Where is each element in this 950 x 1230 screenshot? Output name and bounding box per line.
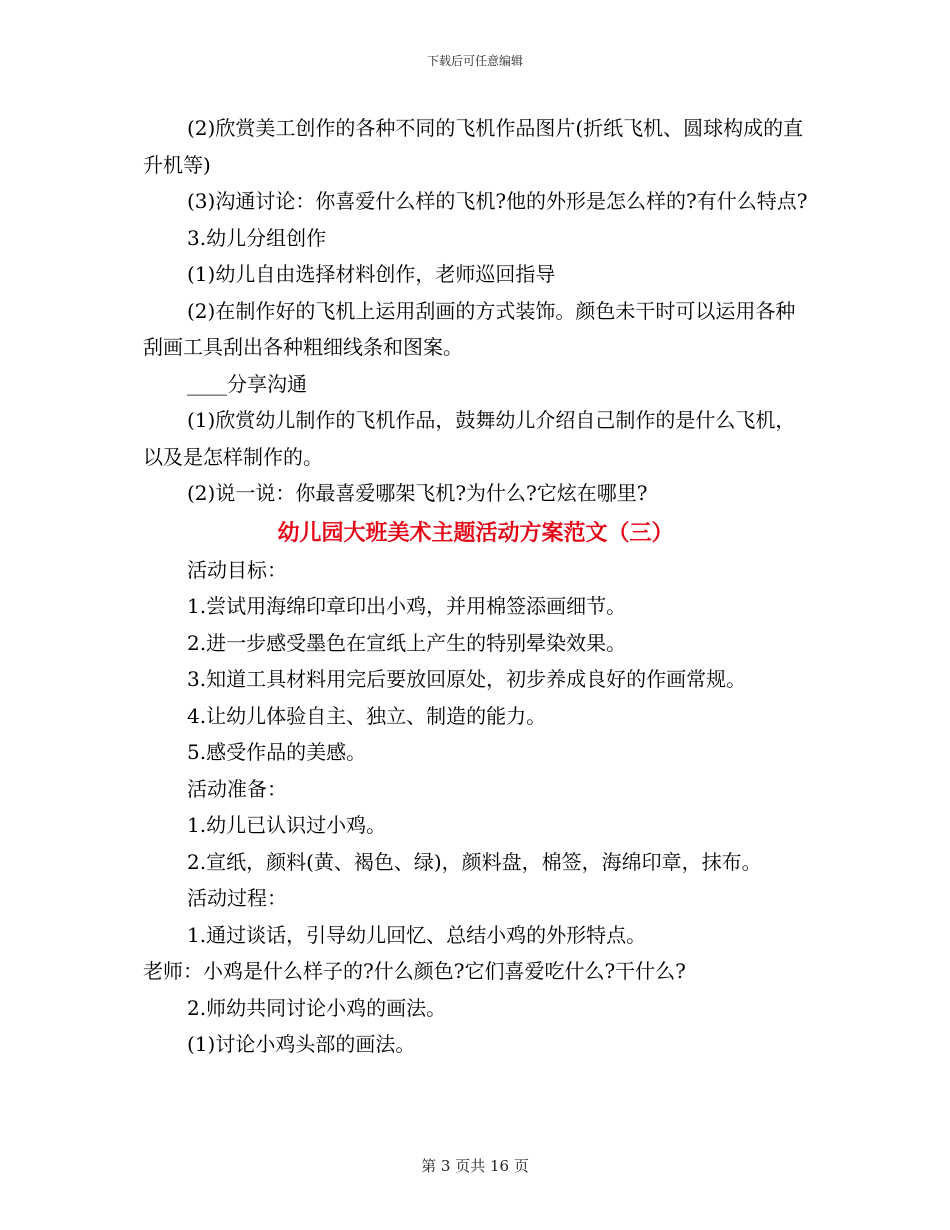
paragraph: 2.进一步感受墨色在宣纸上产生的特别晕染效果。 <box>187 630 627 655</box>
paragraph: 活动目标： <box>187 557 287 582</box>
paragraph: 2.宣纸，颜料(黄、褐色、绿)，颜料盘，棉签，海绵印章，抹布。 <box>187 849 762 874</box>
paragraph: (1)欣赏幼儿制作的飞机作品，鼓舞幼儿介绍自己制作的是什么飞机，以及是怎样制作的。 <box>143 408 796 469</box>
paragraph: (2)欣赏美工创作的各种不同的飞机作品图片(折纸飞机、圆球构成的直升机等) <box>143 116 804 177</box>
page-footer: 第 3 页共 16 页 <box>421 1157 529 1175</box>
paragraph: 2.师幼共同讨论小鸡的画法。 <box>187 995 447 1020</box>
paragraph: 活动准备： <box>187 776 287 801</box>
paragraph: ____分享沟通 <box>187 371 307 396</box>
paragraph: 活动过程： <box>187 886 287 910</box>
paragraph: 1.通过谈话，引导幼儿回忆、总结小鸡的外形特点。 <box>187 922 647 947</box>
paragraph: 3.幼儿分组创作 <box>187 225 327 250</box>
paragraph: 老师：小鸡是什么样子的?什么颜色?它们喜爱吃什么?干什么? <box>143 959 686 983</box>
paragraph: 3.知道工具材料用完后要放回原处，初步养成良好的作画常规。 <box>187 667 747 691</box>
paragraph: (3)沟通讨论：你喜爱什么样的飞机?他的外形是怎么样的?有什么特点? <box>187 189 808 213</box>
section-title: 幼儿园大班美术主题活动方案范文（三） <box>277 519 674 546</box>
paragraph: (2)在制作好的飞机上运用刮画的方式装饰。颜色未干时可以运用各种刮画工具刮出各种粗细线条和图案。 <box>143 298 796 359</box>
paragraph: 1.尝试用海绵印章印出小鸡，并用棉签添画细节。 <box>187 594 627 618</box>
paragraph: 5.感受作品的美感。 <box>187 740 367 764</box>
paragraph: (2)说一说：你最喜爱哪架飞机?为什么?它炫在哪里? <box>187 481 648 505</box>
page-header: 下载后可任意编辑 <box>426 54 523 68</box>
paragraph: 1.幼儿已认识过小鸡。 <box>187 813 387 837</box>
paragraph: (1)讨论小鸡头部的画法。 <box>187 1032 416 1056</box>
document-body <box>143 110 808 1063</box>
paragraph: 4.让幼儿体验自主、独立、制造的能力。 <box>187 703 547 728</box>
paragraph: (1)幼儿自由选择材料创作，老师巡回指导 <box>187 262 556 286</box>
